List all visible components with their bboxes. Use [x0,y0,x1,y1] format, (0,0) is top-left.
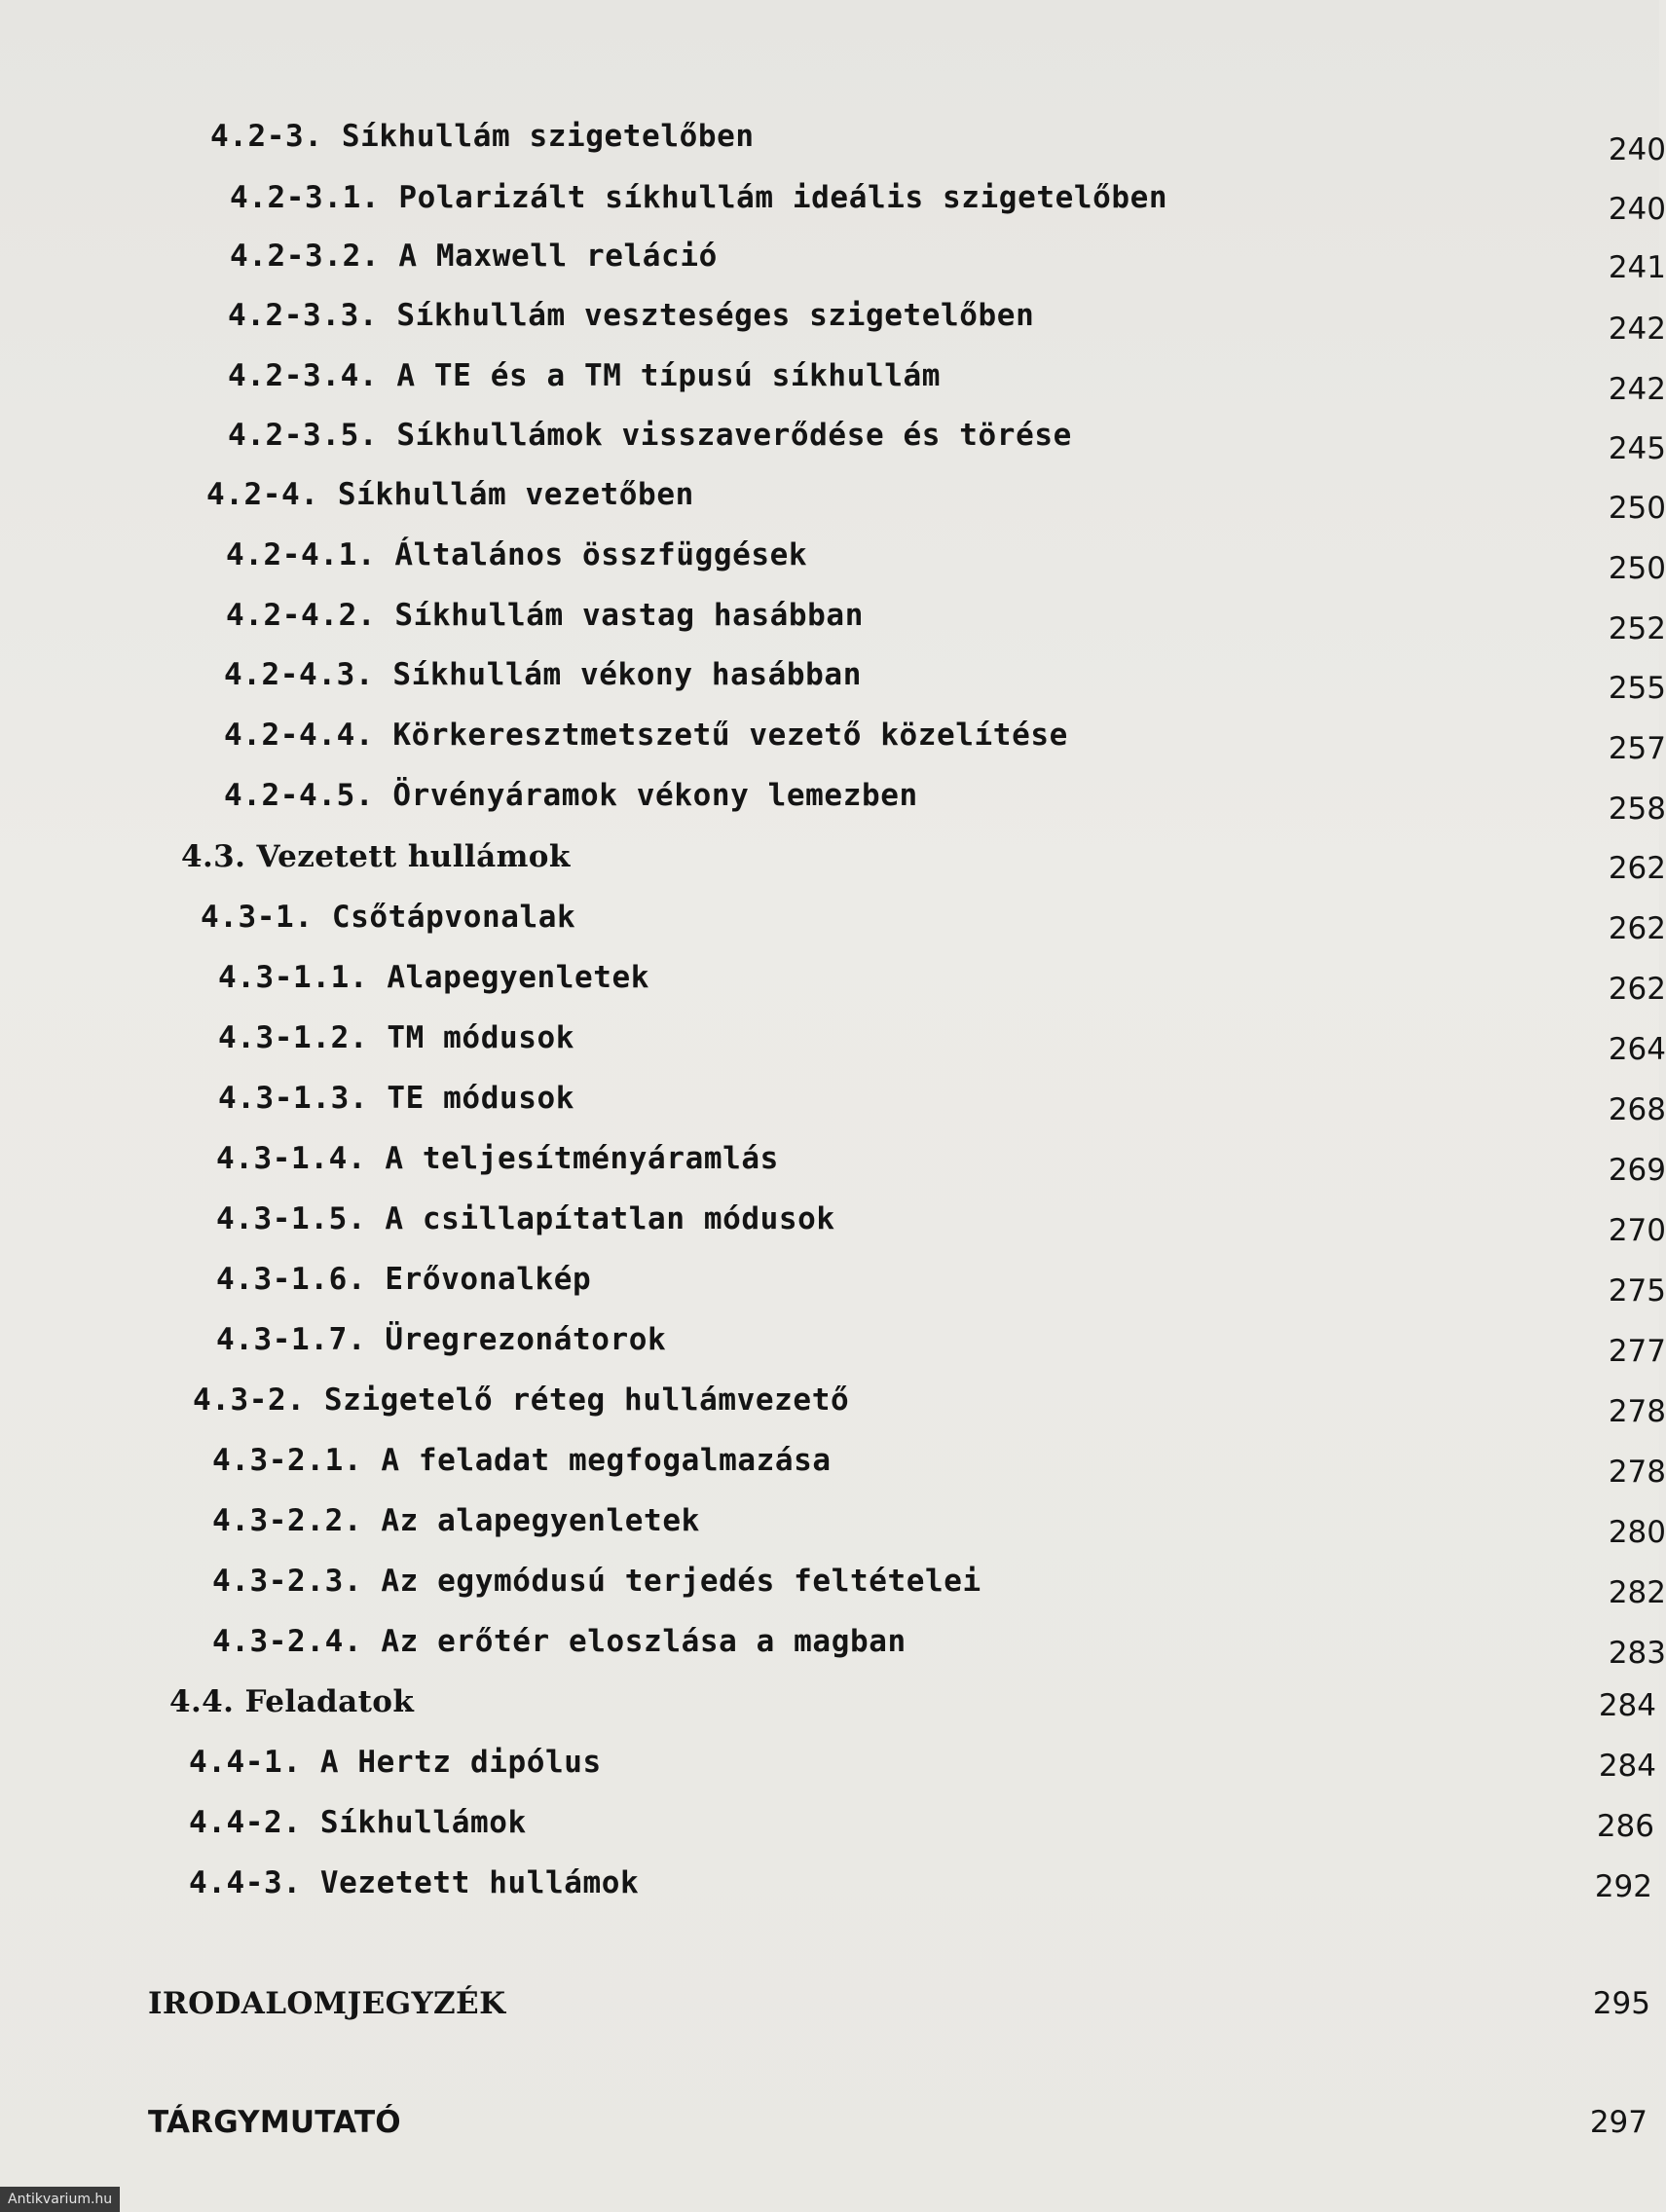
toc-entry-page: 252 [1608,611,1666,646]
toc-entry-page: 269 [1608,1153,1666,1188]
toc-entry-page: 240 [1608,192,1666,227]
toc-entry-page: 282 [1608,1575,1666,1610]
toc-entry-page: 241 [1608,250,1666,285]
toc-entry-title: 4.3-1.1. Alapegyenletek [218,960,650,995]
toc-entry-title: 4.2-4. Síkhullám vezetőben [206,477,694,512]
toc-entry-page: 277 [1608,1334,1666,1369]
toc-entry-page: 283 [1608,1636,1666,1671]
toc-entry-title: 4.3-1.4. A teljesítményáramlás [216,1141,779,1176]
toc-entry-title: 4.2-4.3. Síkhullám vékony hasábban [224,657,862,692]
toc-entry-page: 250 [1608,491,1666,526]
toc-entry-page: 245 [1608,431,1666,466]
toc-entry-page: 242 [1608,372,1666,407]
toc-entry-title: 4.2-4.2. Síkhullám vastag hasábban [226,598,864,633]
toc-entry-page: 242 [1608,312,1666,347]
toc-entry-title: 4.3-1.6. Erővonalkép [216,1262,592,1297]
toc-entry-title: 4.2-3.4. A TE és a TM típusú síkhullám [228,358,942,393]
toc-section-title: 4.3. Vezetett hullámok [181,839,571,874]
toc-entry-page: 240 [1608,132,1666,167]
toc-entry-page: 262 [1608,972,1666,1007]
toc-entry-title: 4.3-2.4. Az erőtér eloszlása a magban [212,1624,907,1659]
toc-entry-title: 4.3-2.2. Az alapegyenletek [212,1503,700,1538]
toc-entry-title: 4.3-1.7. Üregrezonátorok [216,1322,667,1357]
toc-entry-title: 4.2-3.1. Polarizált síkhullám ideális szigetelőben [230,180,1168,215]
toc-entry-title: 4.3-1.5. A csillapítatlan módusok [216,1201,835,1236]
site-watermark: Antikvarium.hu [0,2187,120,2212]
toc-entry-page: 258 [1608,792,1666,827]
toc-entry-page: 278 [1608,1455,1666,1490]
toc-entry-title: 4.2-4.4. Körkeresztmetszetű vezető közelítése [224,718,1068,753]
toc-entry-title: 4.3-1.3. TE módusok [218,1081,575,1116]
toc-entry-title: 4.2-3. Síkhullám szigetelőben [210,119,755,154]
toc-entry-title: 4.3-2.1. A feladat megfogalmazása [212,1443,832,1478]
toc-entry-page: 286 [1596,1809,1654,1844]
toc-chapter-title: IRODALOMJEGYZÉK [148,1986,506,2021]
toc-entry-page: 257 [1608,731,1666,766]
toc-entry-title: 4.4-2. Síkhullámok [189,1805,527,1840]
toc-entry-page: 297 [1589,2105,1647,2140]
toc-entry-title: 4.3-1. Csőtápvonalak [201,900,576,935]
toc-entry-title: 4.3-1.2. TM módusok [218,1020,575,1055]
toc-chapter-title: TÁRGYMUTATÓ [148,2105,401,2140]
toc-entry-title: 4.2-3.3. Síkhullám veszteséges szigetelőben [228,298,1035,333]
toc-entry-page: 284 [1598,1749,1656,1784]
toc-section-title: 4.4. Feladatok [169,1684,415,1719]
toc-entry-title: 4.3-2. Szigetelő réteg hullámvezető [193,1382,850,1418]
toc-entry-title: 4.4-1. A Hertz dipólus [189,1745,602,1780]
toc-entry-title: 4.2-3.2. A Maxwell reláció [230,239,718,274]
toc-entry-page: 268 [1608,1092,1666,1127]
toc-entry-page: 270 [1608,1213,1666,1248]
toc-entry-page: 295 [1592,1986,1650,2021]
toc-entry-page: 262 [1608,851,1666,886]
toc-entry-page: 250 [1608,551,1666,586]
toc-entry-title: 4.2-4.5. Örvényáramok vékony lemezben [224,778,918,813]
toc-entry-page: 264 [1608,1032,1666,1067]
toc-entry-page: 255 [1608,671,1666,706]
toc-entry-title: 4.3-2.3. Az egymódusú terjedés feltételei [212,1564,981,1599]
toc-entry-page: 275 [1608,1273,1666,1309]
toc-entry-page: 292 [1594,1869,1652,1904]
toc-entry-title: 4.2-4.1. Általános összfüggések [226,537,808,572]
toc-entry-page: 284 [1598,1688,1656,1723]
toc-entry-page: 262 [1608,911,1666,946]
toc-entry-title: 4.4-3. Vezetett hullámok [189,1865,640,1900]
toc-entry-page: 280 [1608,1515,1666,1550]
toc-entry-title: 4.2-3.5. Síkhullámok visszaverődése és törése [228,418,1072,453]
toc-entry-page: 278 [1608,1394,1666,1429]
